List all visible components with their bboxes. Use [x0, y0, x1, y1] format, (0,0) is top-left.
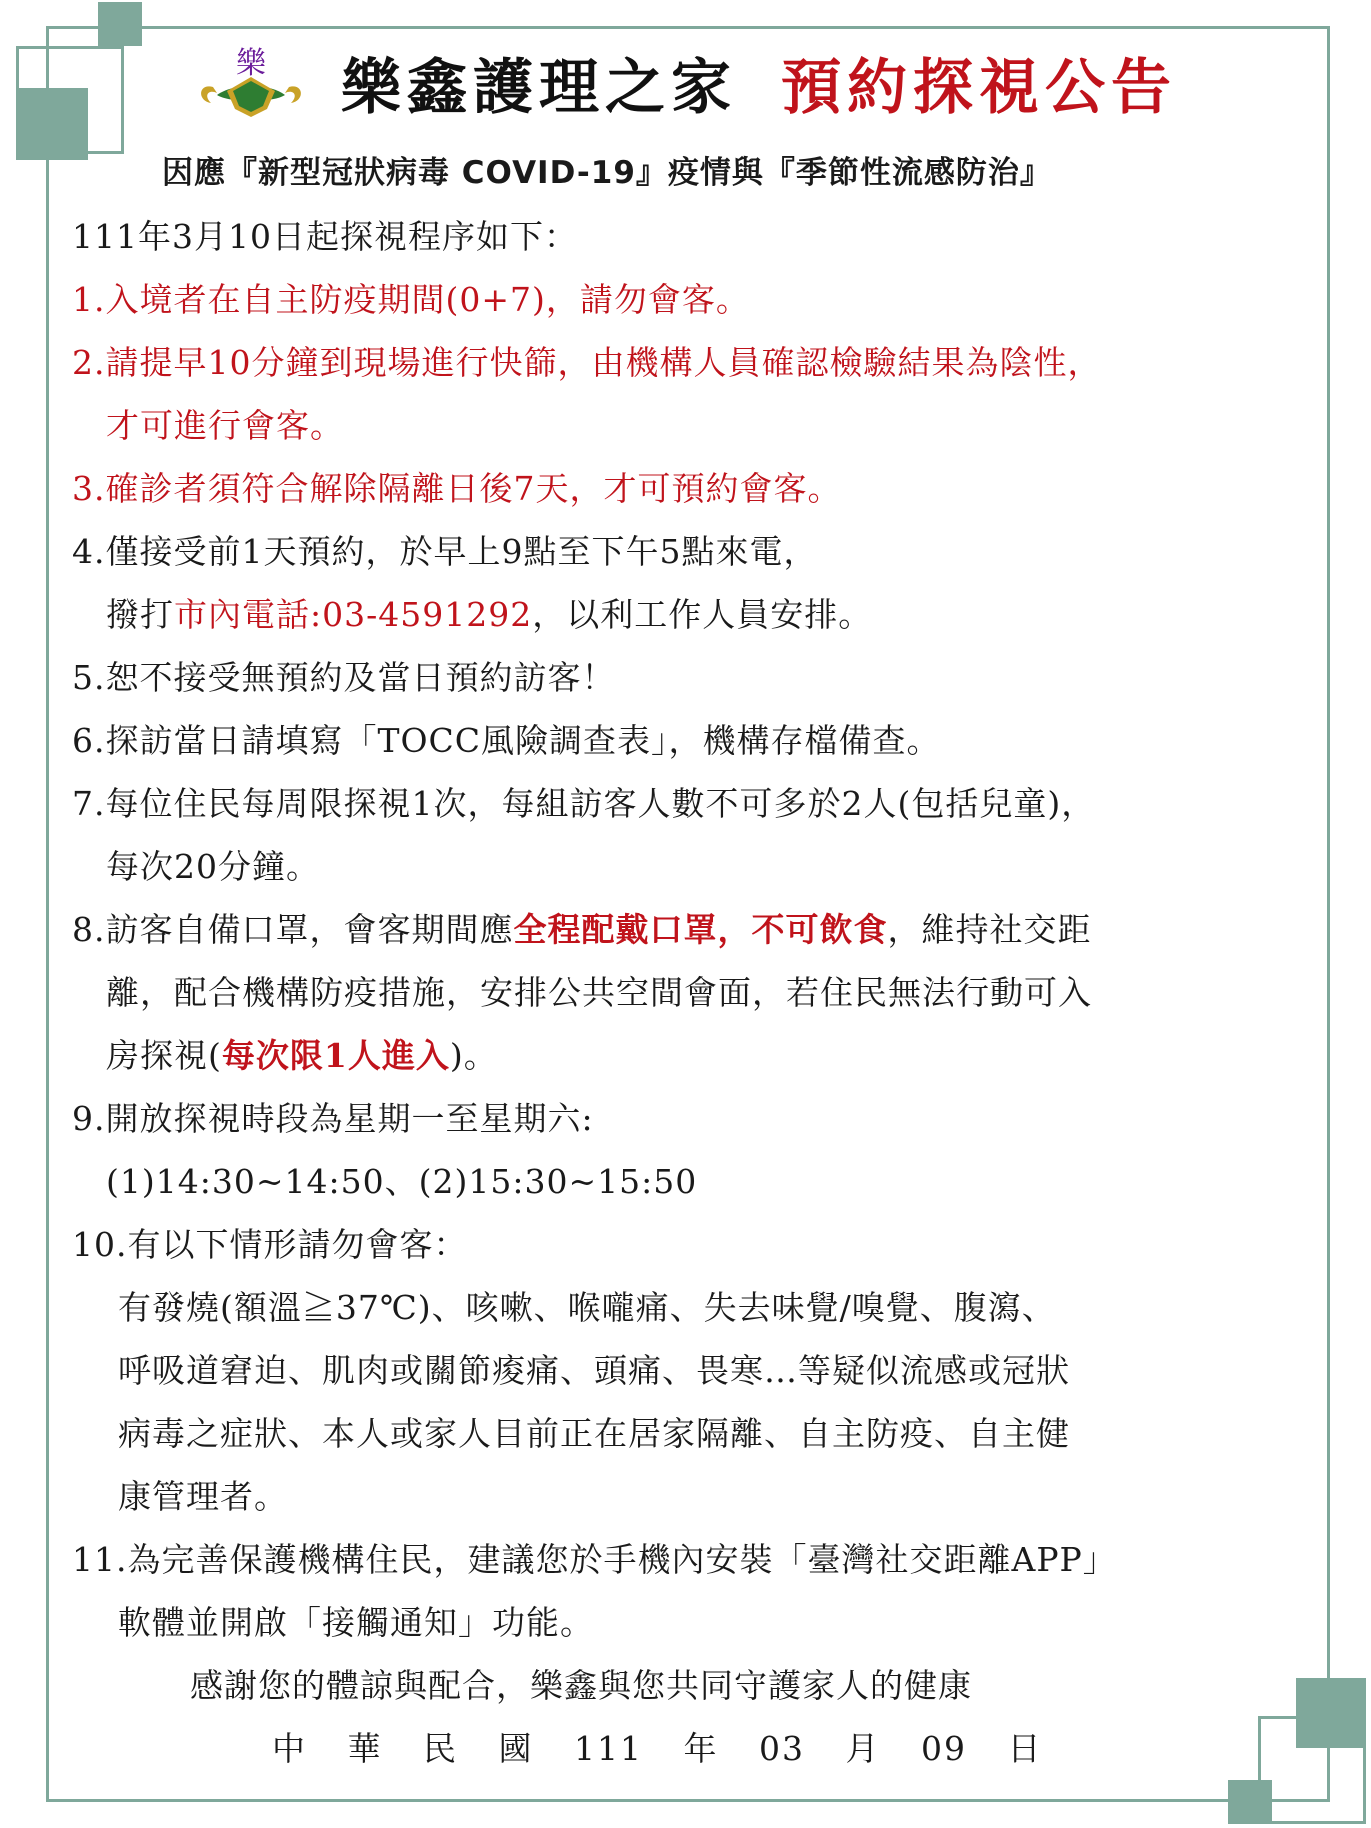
rule-8-suffix: ，維持社交距	[887, 910, 1092, 949]
rule-7-cont: 每次20分鐘。	[106, 847, 320, 886]
rule-10-line-1: 有發燒(額溫≧37℃)、咳嗽、喉嚨痛、失去味覺/嗅覺、腹瀉、	[118, 1288, 1056, 1327]
rule-10: 10.有以下情形請勿會客：	[72, 1225, 468, 1264]
rule-8-visitor-limit: 每次限1人進入	[221, 1036, 450, 1075]
date-part: 國	[498, 1729, 534, 1768]
notice-body	[72, 142, 1312, 1780]
header	[160, 38, 1210, 128]
rule-10-line-4: 康管理者。	[118, 1477, 288, 1516]
rule-8-prefix: 8.訪客自備口罩，會客期間應	[72, 910, 514, 949]
corner-square-top-left	[98, 2, 142, 46]
date-part: 月	[845, 1729, 881, 1768]
page-title: 樂鑫護理之家	[341, 53, 737, 123]
rule-3: 3.確診者須符合解除隔離日後7天，才可預約會客。	[72, 469, 842, 508]
rule-4-suffix: ，以利工作人員安排。	[532, 595, 873, 634]
rule-9-times: (1)14:30~14:50、(2)15:30~15:50	[106, 1162, 698, 1201]
rule-8-c-suffix: )。	[449, 1036, 498, 1075]
date-part: 日	[1007, 1729, 1043, 1768]
rule-10-line-3: 病毒之症狀、本人或家人目前正在居家隔離、自主防疫、自主健	[118, 1414, 1070, 1453]
thanks-line: 感謝您的體諒與配合，樂鑫與您共同守護家人的健康	[190, 1666, 972, 1705]
rule-8-c-prefix: 房探視(	[106, 1036, 222, 1075]
date-part: 年	[683, 1729, 719, 1768]
rule-7: 7.每位住民每周限探視1次，每組訪客人數不可多於2人(包括兒童)，	[72, 784, 1096, 823]
date-part: 民	[423, 1729, 458, 1768]
rule-9: 9.開放探視時段為星期一至星期六:	[72, 1099, 594, 1138]
date-part: 中	[272, 1729, 307, 1768]
date-part: 華	[347, 1729, 383, 1768]
start-date-line: 111年3月10日起探視程序如下：	[72, 217, 578, 256]
phone-number: 市內電話:03-4591292	[174, 595, 533, 634]
rule-8-mask-requirement: 全程配戴口罩，不可飲食	[513, 910, 888, 949]
rule-6: 6.探訪當日請填寫「TOCC風險調查表」，機構存檔備查。	[72, 721, 941, 760]
rule-4-prefix: 撥打	[106, 595, 174, 634]
rule-8	[72, 898, 1312, 961]
rule-11: 11.為完善保護機構住民，建議您於手機內安裝「臺灣社交距離APP」	[72, 1540, 1117, 1579]
page-subtitle: 預約探視公告	[781, 53, 1177, 123]
nursing-home-logo-icon	[193, 43, 309, 123]
intro-line: 因應『新型冠狀病毒 COVID-19』疫情與『季節性流感防治』	[162, 155, 1052, 191]
rule-8-cont: 離，配合機構防疫措施，安排公共空間會面，若住民無法行動可入	[106, 973, 1092, 1012]
date-year: 111	[574, 1729, 643, 1768]
corner-outline-top-left	[16, 46, 124, 154]
logo-text: 樂	[236, 46, 266, 81]
rule-8-cont-2	[72, 1024, 1312, 1087]
rule-1: 1.入境者在自主防疫期間(0+7)，請勿會客。	[72, 280, 750, 319]
rule-10-line-2: 呼吸道窘迫、肌肉或關節痠痛、頭痛、畏寒…等疑似流感或冠狀	[118, 1351, 1070, 1390]
date-day: 09	[921, 1729, 967, 1768]
rule-11-cont: 軟體並開啟「接觸通知」功能。	[118, 1603, 594, 1642]
rule-2-cont: 才可進行會客。	[106, 406, 344, 445]
date-month: 03	[759, 1729, 805, 1768]
rule-4-cont	[72, 583, 1312, 646]
rule-2: 2.請提早10分鐘到現場進行快篩，由機構人員確認檢驗結果為陰性，	[72, 343, 1102, 382]
rule-5: 5.恕不接受無預約及當日預約訪客！	[72, 658, 616, 697]
rule-4: 4.僅接受前1天預約，於早上9點至下午5點來電，	[72, 532, 818, 571]
notice-date	[72, 1717, 1312, 1780]
